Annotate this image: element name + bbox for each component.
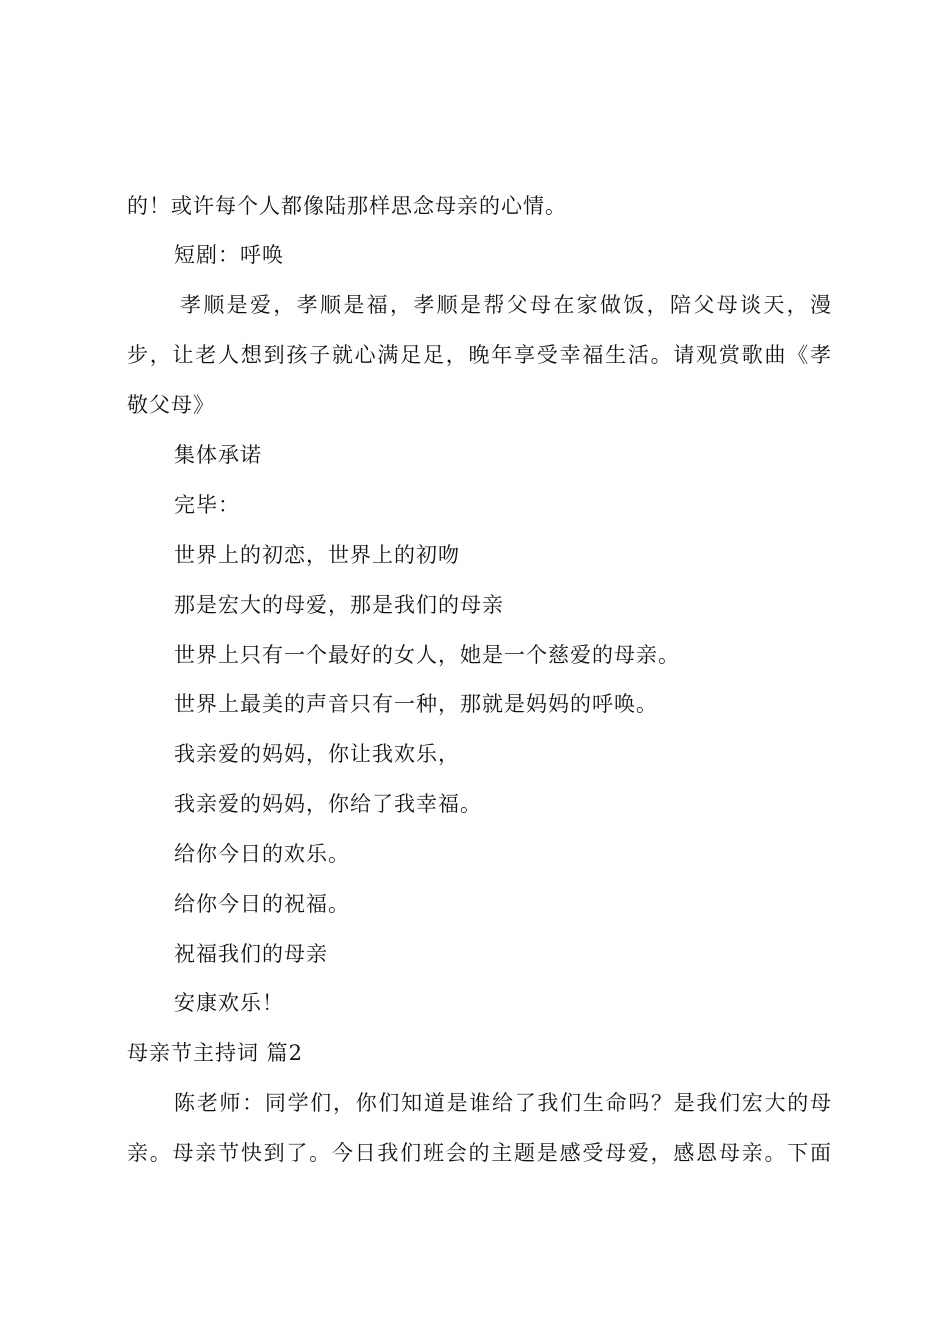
paragraph-line: 世界上最美的声音只有一种，那就是妈妈的呼唤。 bbox=[174, 692, 658, 716]
paragraph-line: 完毕： bbox=[174, 493, 240, 517]
paragraph-line: 我亲爱的妈妈，你让我欢乐， bbox=[174, 742, 460, 766]
paragraph-line: 集体承诺 bbox=[174, 443, 262, 467]
paragraph-line: 步，让老人想到孩子就心满足足，晚年享受幸福生活。请观赏歌曲《孝 bbox=[127, 343, 831, 367]
paragraph-line: 我亲爱的妈妈，你给了我幸福。 bbox=[174, 792, 482, 816]
paragraph-line: 那是宏大的母爱，那是我们的母亲 bbox=[174, 593, 504, 617]
paragraph-line: 给你今日的欢乐。 bbox=[174, 842, 350, 866]
paragraph-line: 短剧：呼唤 bbox=[174, 243, 284, 267]
section-heading: 母亲节主持词 篇2 bbox=[127, 1041, 304, 1065]
paragraph-line: 孝顺是爱，孝顺是福，孝顺是帮父母在家做饭，陪父母谈天，漫 bbox=[180, 293, 831, 317]
paragraph-line: 世界上只有一个最好的女人，她是一个慈爱的母亲。 bbox=[174, 643, 680, 667]
paragraph-line: 的！或许每个人都像陆那样思念母亲的心情。 bbox=[127, 194, 567, 218]
paragraph-line: 祝福我们的母亲 bbox=[174, 942, 328, 966]
paragraph-line: 给你今日的祝福。 bbox=[174, 892, 350, 916]
paragraph-line: 世界上的初恋，世界上的初吻 bbox=[174, 543, 460, 567]
paragraph-line: 敬父母》 bbox=[127, 393, 215, 417]
paragraph-line: 亲。母亲节快到了。今日我们班会的主题是感受母爱，感恩母亲。下面 bbox=[127, 1141, 831, 1165]
paragraph-line: 陈老师：同学们，你们知道是谁给了我们生命吗？是我们宏大的母 bbox=[174, 1091, 831, 1115]
paragraph-line: 安康欢乐！ bbox=[174, 991, 284, 1015]
